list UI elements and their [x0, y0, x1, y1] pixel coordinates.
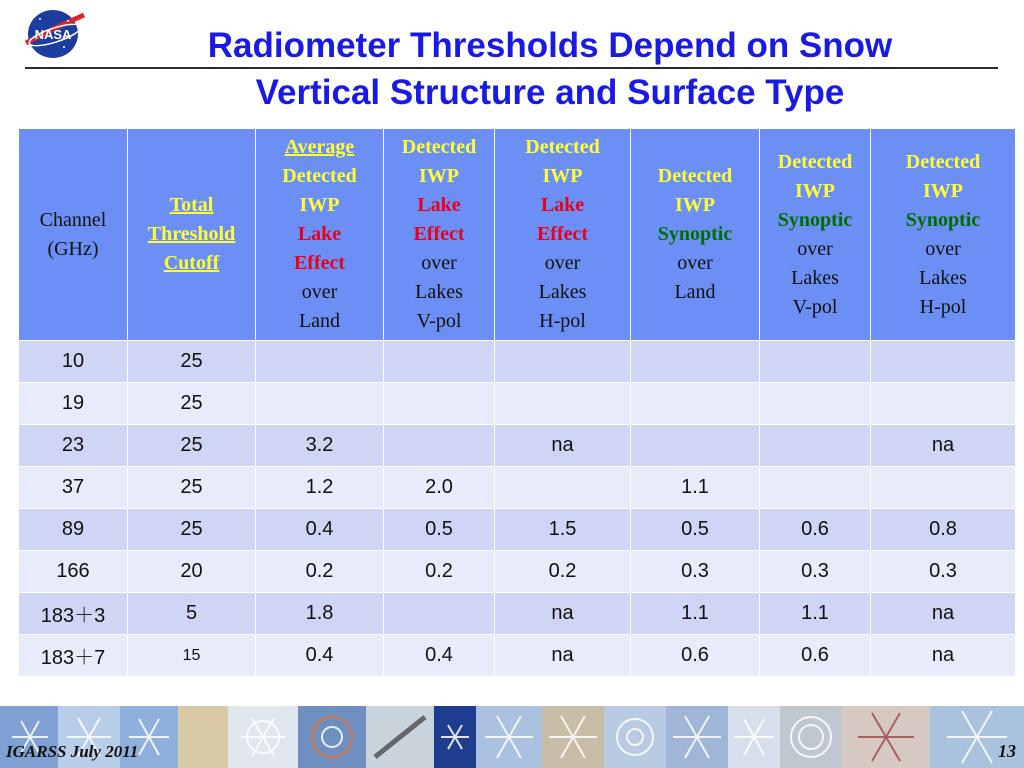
table-cell [384, 341, 495, 383]
table-cell: 3.2 [256, 425, 384, 467]
column-header-line: Lake [297, 223, 342, 245]
table-cell [256, 341, 384, 383]
table-cell [256, 383, 384, 425]
table-cell: 0.4 [256, 509, 384, 551]
table-cell: 183＋7 [19, 635, 128, 677]
table-cell [760, 341, 871, 383]
threshold-table [18, 128, 1016, 677]
table-cell: 25 [128, 383, 256, 425]
slide-title-line2: Vertical Structure and Surface Type [255, 73, 845, 112]
table-row [19, 425, 1016, 467]
column-header-line: Channel [39, 208, 107, 231]
table-cell: 0.2 [495, 551, 631, 593]
table-cell: 23 [19, 425, 128, 467]
table-cell: 0.2 [256, 551, 384, 593]
table-header-row [19, 129, 1016, 341]
table-cell: na [495, 425, 631, 467]
table-cell: 25 [128, 467, 256, 509]
table-cell: 0.5 [631, 509, 760, 551]
table-cell: 10 [19, 341, 128, 383]
table-cell: 1.1 [631, 467, 760, 509]
table-cell: 19 [19, 383, 128, 425]
column-header-line: H-pol [539, 310, 586, 332]
table-cell: na [871, 593, 1016, 635]
column-header-line: Detected [905, 150, 981, 173]
column-header-line: Lakes [791, 266, 839, 289]
slide-title-line1: Radiometer Thresholds Depend on Snow [207, 26, 893, 65]
column-header-line: Land [674, 281, 716, 303]
table-row [19, 467, 1016, 509]
column-header [495, 129, 631, 341]
table-cell [631, 341, 760, 383]
column-header-line: Detected [282, 165, 357, 187]
table-cell: 37 [19, 467, 128, 509]
table-cell [384, 383, 495, 425]
table-cell: 1.2 [256, 467, 384, 509]
table-cell [871, 341, 1016, 383]
column-header-line: Cutoff [163, 252, 220, 274]
table-cell: 25 [128, 509, 256, 551]
table-cell: 89 [19, 509, 128, 551]
column-header [871, 129, 1016, 341]
table-cell: 0.3 [631, 551, 760, 593]
column-header-line: H-pol [919, 295, 967, 318]
table-row [19, 635, 1016, 677]
table-row [19, 341, 1016, 383]
table-cell [760, 383, 871, 425]
table-cell: 5 [128, 593, 256, 635]
table-cell: 0.4 [256, 635, 384, 677]
column-header [631, 129, 760, 341]
column-header-line: IWP [795, 179, 835, 202]
table-body [19, 341, 1016, 677]
table-cell [384, 425, 495, 467]
column-header [384, 129, 495, 341]
column-header-line: Synoptic [905, 208, 981, 231]
table-cell: 166 [19, 551, 128, 593]
table-cell [384, 593, 495, 635]
column-header-line: Synoptic [777, 208, 853, 231]
column-header-line: Threshold [147, 223, 236, 245]
column-header-line: IWP [299, 194, 340, 216]
nasa-logo [22, 7, 88, 61]
table-cell: na [871, 635, 1016, 677]
table-cell: 1.1 [631, 593, 760, 635]
table-cell: 25 [128, 341, 256, 383]
table-cell [871, 383, 1016, 425]
column-header-line: over [544, 252, 581, 274]
column-header [128, 129, 256, 341]
table-cell: 15 [128, 635, 256, 677]
column-header-line: over [301, 281, 338, 303]
table-cell: 1.8 [256, 593, 384, 635]
footer-conference: IGARSS July 2011 [6, 742, 139, 761]
column-header-line: Lakes [538, 281, 587, 303]
nasa-logo-text: NASA [34, 27, 72, 42]
table-row [19, 593, 1016, 635]
column-header-line: Effect [413, 223, 465, 245]
column-header-line: Effect [536, 223, 589, 245]
column-header-line: over [677, 252, 713, 274]
column-header-line: IWP [675, 194, 715, 216]
column-header-line: V-pol [792, 295, 838, 318]
table-cell: na [495, 635, 631, 677]
table-cell: 0.6 [760, 509, 871, 551]
column-header-line: Lakes [415, 281, 463, 303]
column-header-line: Lake [540, 194, 585, 216]
table-cell: 0.5 [384, 509, 495, 551]
table-cell: 183＋3 [19, 593, 128, 635]
column-header-line: Land [298, 310, 341, 332]
table-cell: 25 [128, 425, 256, 467]
table-cell [871, 467, 1016, 509]
column-header-line: V-pol [416, 310, 462, 332]
column-header-line: Average [284, 136, 355, 158]
table-cell [760, 425, 871, 467]
column-header-line: IWP [923, 179, 963, 202]
column-header [256, 129, 384, 341]
table-cell: 0.3 [760, 551, 871, 593]
table-cell [631, 383, 760, 425]
table-row [19, 509, 1016, 551]
table-cell: 0.2 [384, 551, 495, 593]
column-header-line: IWP [542, 165, 583, 187]
table-cell [495, 467, 631, 509]
table-cell: 20 [128, 551, 256, 593]
column-header-line: Detected [777, 150, 853, 173]
column-header-line: Detected [525, 136, 600, 158]
table-cell: 1.1 [760, 593, 871, 635]
table-cell [495, 383, 631, 425]
column-header-line: Synoptic [657, 223, 733, 245]
table-cell [631, 425, 760, 467]
column-header-line: Detected [657, 165, 733, 187]
column-header-line: over [421, 252, 457, 274]
column-header-line: (GHz) [47, 237, 99, 260]
snowflake-banner [0, 706, 1024, 768]
table-row [19, 383, 1016, 425]
snowflake-images [0, 706, 1024, 768]
table-cell: 2.0 [384, 467, 495, 509]
slide-number: 13 [998, 741, 1016, 761]
column-header-line: over [797, 237, 833, 260]
column-header [760, 129, 871, 341]
column-header-line: over [925, 237, 961, 260]
table-cell: 0.6 [631, 635, 760, 677]
column-header-line: Total [169, 194, 214, 216]
column-header-line: IWP [419, 165, 459, 187]
title-divider [25, 67, 998, 69]
table-row [19, 551, 1016, 593]
table-cell: 0.8 [871, 509, 1016, 551]
column-header-line: Lake [417, 194, 461, 216]
table-cell: 1.5 [495, 509, 631, 551]
column-header-line: Effect [293, 252, 346, 274]
table-cell [760, 467, 871, 509]
table-cell [495, 341, 631, 383]
table-cell: 0.4 [384, 635, 495, 677]
table-cell: 0.6 [760, 635, 871, 677]
column-header-line: Detected [401, 136, 477, 158]
column-header-line: Lakes [919, 266, 967, 289]
column-header [19, 129, 128, 341]
table-cell: na [495, 593, 631, 635]
table-cell: na [871, 425, 1016, 467]
table-cell: 0.3 [871, 551, 1016, 593]
